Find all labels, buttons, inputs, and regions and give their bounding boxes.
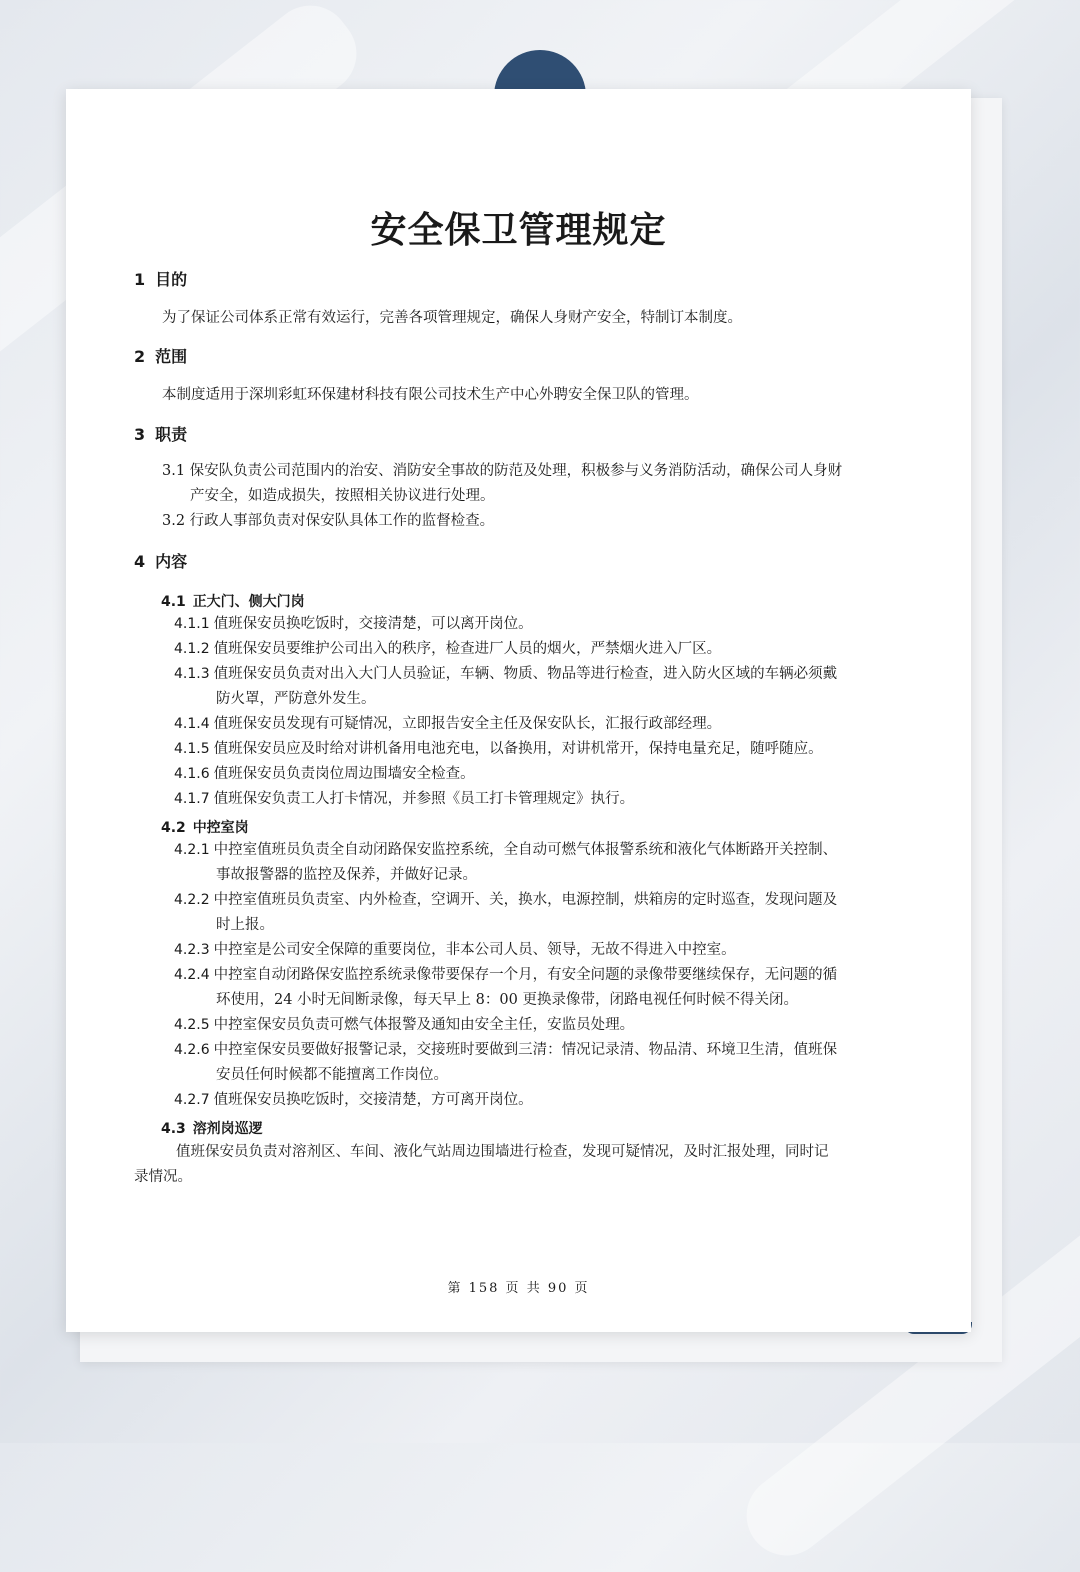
rule-text: 值班保安员换吃饭时，交接清楚，方可离开岗位。 [213,1092,533,1108]
section-title: 目的 [155,270,188,289]
purpose-paragraph: 为了保证公司体系正常有效运行，完善各项管理规定，确保人身财产安全，特制订本制度。 [162,310,742,326]
duty-item: 3.1 保安队负责公司范围内的治安、消防安全事故的防范及处理，积极参与义务消防活动，确保公司人身财 [162,463,843,479]
rule-text-continuation: 事故报警器的监控及保养，并做好记录。 [216,867,477,883]
control-rule-item [174,1088,904,1113]
rule-text: 中控室是公司安全保障的重要岗位，非本公司人员、领导，无故不得进入中控室。 [213,942,736,958]
patrol-paragraph-continuation: 录情况。 [134,1169,192,1185]
gate-rule-item [174,612,904,637]
rule-text: 值班保安员换吃饭时，交接清楚，可以离开岗位。 [213,616,533,632]
rule-text: 中控室值班员负责室、内外检查，空调开、关，换水，电源控制，烘箱房的定时巡查，发现问题及 [213,892,838,908]
rule-text: 值班保安员发现有可疑情况，立即报告安全主任及保安队长，汇报行政部经理。 [213,716,722,732]
rule-text: 中控室自动闭路保安监控系统录像带要保存一个月，有安全问题的录像带要继续保存，无问题的循 [213,967,838,983]
section-title: 范围 [155,347,188,366]
rule-text-continuation: 时上报。 [216,917,274,933]
section-heading-purpose [134,267,187,290]
document-page [66,89,971,1332]
subsection-number: 4.2 [161,820,186,836]
page-footer: 第 158 页 共 90 页 [447,1281,590,1296]
scope-paragraph: 本制度适用于深圳彩虹环保建材科技有限公司技术生产中心外聘安全保卫队的管理。 [162,387,699,403]
gate-rule-item [174,762,904,787]
section-number: 3 [134,425,146,444]
rule-text-continuation: 防火罩，严防意外发生。 [216,691,376,707]
rule-text: 中控室值班员负责全自动闭路保安监控系统，全自动可燃气体报警系统和液化气体断路开关控制、 [213,842,838,858]
subsection-number: 4.1 [161,594,186,610]
subsection-heading-gate [161,591,305,611]
subsection-number: 4.3 [161,1121,186,1137]
control-rule-item [174,888,904,938]
subsection-title: 溶剂岗巡逻 [192,1121,263,1137]
rule-number: 4.1.3 [174,666,210,682]
rule-text: 值班保安负责工人打卡情况，并参照《员工打卡管理规定》执行。 [213,791,635,807]
rule-number: 4.2.4 [174,967,210,983]
gate-rule-item [174,712,904,737]
section-title: 内容 [155,552,188,571]
control-rule-item [174,1038,904,1088]
section-heading-duties [134,422,187,445]
gate-rule-item [174,662,904,712]
rule-number: 4.1.1 [174,616,210,632]
rule-number: 4.2.2 [174,892,210,908]
rule-number: 4.1.2 [174,641,210,657]
rule-text: 中控室保安员要做好报警记录，交接班时要做到三清：情况记录清、物品清、环境卫生清，值班保 [213,1042,838,1058]
rule-text: 值班保安员负责对出入大门人员验证，车辆、物质、物品等进行检查，进入防火区域的车辆必须戴 [213,666,838,682]
control-rule-item [174,938,904,963]
control-rule-item [174,1013,904,1038]
subsection-heading-patrol [161,1118,263,1138]
section-title: 职责 [155,425,188,444]
subsection-heading-control-room [161,817,249,837]
section-heading-content [134,549,187,572]
duty-item: 3.2 行政人事部负责对保安队具体工作的监督检查。 [162,513,495,529]
page-title: 安全保卫管理规定 [370,210,667,251]
rule-text-continuation: 环使用，24 小时无间断录像，每天早上 8：00 更换录像带，闭路电视任何时候不得关闭。 [216,992,798,1008]
rule-number: 4.1.5 [174,741,210,757]
rule-text: 值班保安员要维护公司出入的秩序，检查进厂人员的烟火，严禁烟火进入厂区。 [213,641,722,657]
patrol-paragraph: 值班保安员负责对溶剂区、车间、液化气站周边围墙进行检查，发现可疑情况，及时汇报处理，同时记 [176,1144,829,1160]
rule-text: 中控室保安员负责可燃气体报警及通知由安全主任，安监员处理。 [213,1017,635,1033]
rule-text-continuation: 安员任何时候都不能擅离工作岗位。 [216,1067,448,1083]
rule-number: 4.2.1 [174,842,210,858]
control-rule-item [174,963,904,1013]
section-number: 1 [134,270,146,289]
rule-text: 值班保安员应及时给对讲机备用电池充电，以备换用，对讲机常开，保持电量充足，随呼随应。 [213,741,823,757]
section-number: 2 [134,347,146,366]
rule-number: 4.2.7 [174,1092,210,1108]
control-rule-item [174,838,904,888]
gate-rule-item [174,787,904,812]
subsection-title: 正大门、侧大门岗 [192,594,305,610]
rule-number: 4.1.7 [174,791,210,807]
rule-number: 4.2.3 [174,942,210,958]
rule-text: 值班保安员负责岗位周边围墙安全检查。 [213,766,475,782]
rule-number: 4.2.5 [174,1017,210,1033]
rule-number: 4.1.4 [174,716,210,732]
rule-number: 4.2.6 [174,1042,210,1058]
gate-rule-item [174,737,904,762]
gate-rule-item [174,637,904,662]
duty-item-continuation: 产安全，如造成损失，按照相关协议进行处理。 [190,488,495,504]
section-number: 4 [134,552,146,571]
rule-number: 4.1.6 [174,766,210,782]
subsection-title: 中控室岗 [192,820,249,836]
section-heading-scope [134,344,187,367]
